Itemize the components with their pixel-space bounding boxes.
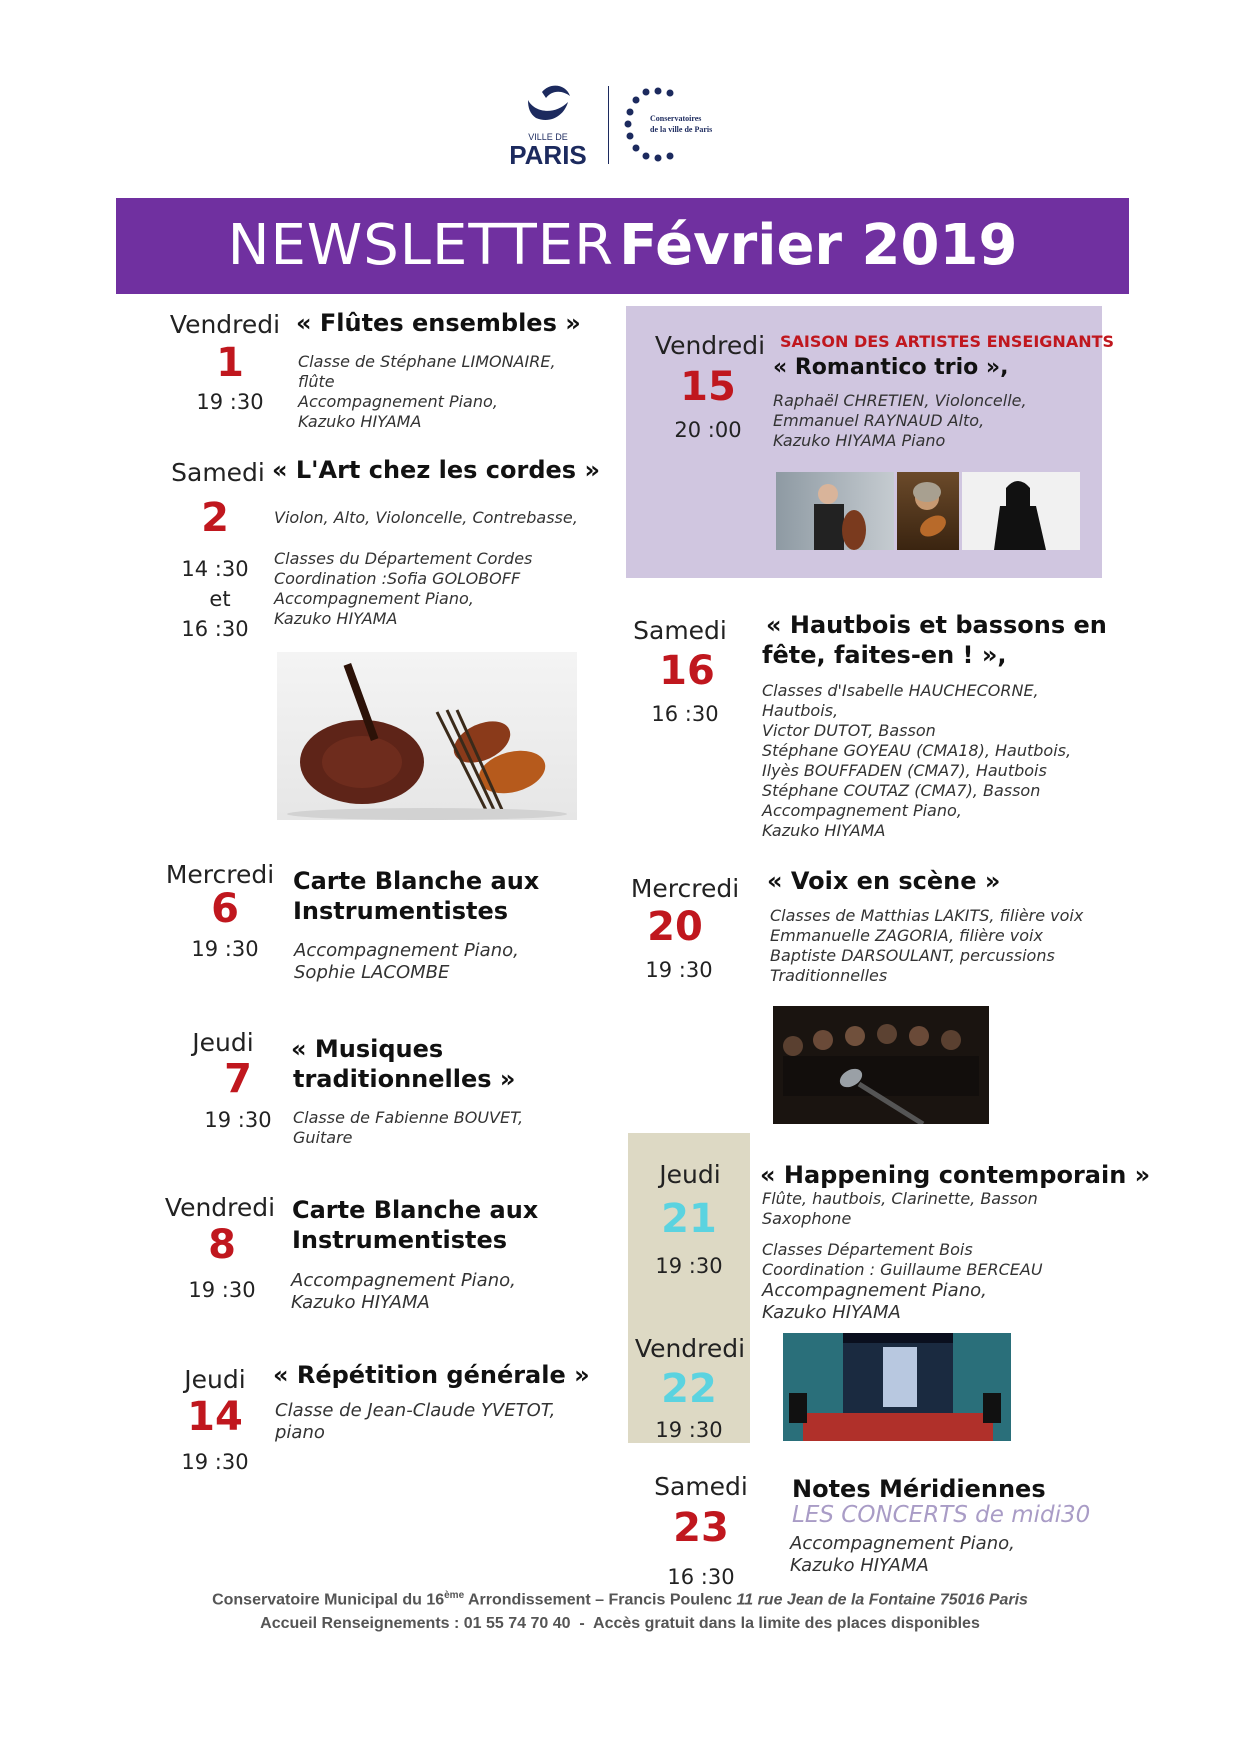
event-6-title-1: Carte Blanche aux	[293, 867, 540, 895]
event-15-day: Vendredi	[654, 331, 766, 360]
event-8-date: 8	[208, 1222, 236, 1268]
event-16-details	[762, 681, 1071, 841]
event-8-details	[291, 1270, 516, 1314]
event-21-day: Jeudi	[659, 1160, 721, 1189]
detail-line: Stéphane GOYEAU (CMA18), Hautbois,	[762, 741, 1072, 760]
violist-photo	[897, 472, 959, 550]
paris-boat-icon	[520, 82, 580, 130]
event-14-title: « Répétition générale »	[273, 1361, 590, 1389]
footer-conservatoire: Conservatoire Municipal du 16	[212, 1591, 445, 1609]
event-15-details	[773, 391, 1027, 451]
detail-line: Accompagnement Piano,	[762, 801, 962, 820]
detail-line: Kazuko HIYAMA Piano	[773, 431, 946, 450]
event-15-date: 15	[680, 364, 736, 410]
cellist-photo	[776, 472, 894, 550]
event-6-date: 6	[211, 886, 239, 932]
detail-line: Classes de Matthias LAKITS, filière voix	[770, 906, 1084, 925]
event-6-time: 19 :30	[191, 937, 259, 961]
event-2-title: « L'Art chez les cordes »	[272, 456, 600, 484]
event-16-day: Samedi	[633, 616, 727, 645]
event-14-details	[275, 1400, 555, 1444]
detail-line: Kazuko HIYAMA	[762, 1302, 901, 1323]
detail-line: Flûte, hautbois, Clarinette, Basson	[762, 1189, 1038, 1208]
choir-microphone-photo	[773, 1006, 989, 1124]
detail-line: Emmanuelle ZAGORIA, filière voix	[770, 926, 1043, 945]
detail-line: Violon, Alto, Violoncelle, Contrebasse,	[274, 508, 578, 527]
footer-sup: ème	[444, 1590, 465, 1601]
detail-line: Accompagnement Piano,	[790, 1533, 1015, 1554]
conservatoires-label-1: Conservatoires	[650, 114, 702, 123]
event-1-date: 1	[216, 340, 244, 386]
conservatoires-label-2: de la ville de Paris	[650, 125, 713, 134]
event-15-time: 20 :00	[674, 418, 742, 442]
detail-line: Classe de Jean-Claude YVETOT,	[275, 1400, 556, 1421]
event-23-date: 23	[673, 1505, 729, 1551]
detail-line: Classes Département Bois	[762, 1240, 973, 1259]
event-16-title-2: fête, faites-en ! »,	[762, 641, 1007, 669]
detail-line: Accompagnement Piano,	[274, 589, 474, 608]
dots-ring-icon	[624, 86, 684, 162]
paris-label: PARIS	[509, 140, 587, 170]
event-23-day: Samedi	[654, 1472, 748, 1501]
event-6-title-2: Instrumentistes	[293, 897, 509, 925]
event-1-details	[298, 352, 556, 432]
event-22-time: 19 :30	[655, 1418, 723, 1442]
detail-line: Victor DUTOT, Basson	[762, 721, 936, 740]
event-16-date: 16	[659, 648, 715, 694]
event-21-details	[762, 1189, 1038, 1229]
event-2-date: 2	[201, 495, 229, 541]
event-8-title-2: Instrumentistes	[292, 1226, 508, 1254]
detail-line: Coordination : Guillaume BERCEAU	[762, 1260, 1043, 1279]
event-7-title-2: traditionnelles »	[293, 1065, 516, 1093]
violin-cello-illustration	[277, 652, 577, 820]
detail-line: Accompagnement Piano,	[291, 1270, 516, 1291]
event-6-details	[294, 940, 519, 984]
detail-line: Kazuko HIYAMA	[274, 609, 398, 628]
detail-line: Kazuko HIYAMA	[790, 1555, 929, 1576]
logo-divider	[608, 86, 609, 164]
event-14-time: 19 :30	[181, 1450, 249, 1474]
detail-line: Hautbois,	[762, 701, 839, 720]
event-14-date: 14	[187, 1394, 243, 1440]
event-1-time: 19 :30	[196, 390, 264, 414]
detail-line: Kazuko HIYAMA	[762, 821, 886, 840]
event-2-details	[274, 549, 532, 629]
conservatoires-logo	[624, 86, 744, 162]
event-21-more-details	[762, 1240, 1043, 1324]
detail-line: Sophie LACOMBE	[294, 962, 450, 983]
event-20-details	[770, 906, 1083, 986]
event-15-title: « Romantico trio »,	[773, 355, 1009, 380]
event-20-title: « Voix en scène »	[767, 867, 1001, 895]
detail-line: Coordination :Sofia GOLOBOFF	[274, 569, 521, 588]
event-16-title-1: « Hautbois et bassons en	[766, 611, 1107, 639]
event-23-details	[790, 1533, 1015, 1577]
footer-street: 11 rue Jean de la Fontaine 75016 Paris	[736, 1591, 1028, 1609]
detail-line: Classe de Fabienne BOUVET,	[293, 1108, 524, 1127]
event-7-title-1: « Musiques	[291, 1035, 444, 1063]
detail-line: Accompagnement Piano,	[762, 1280, 987, 1301]
event-16-time: 16 :30	[651, 702, 719, 726]
event-23-title: Notes Méridiennes	[792, 1475, 1046, 1503]
event-23-time: 16 :30	[667, 1565, 735, 1589]
event-2-time-2: 16 :30	[181, 617, 249, 641]
detail-line: Classe de Stéphane LIMONAIRE,	[298, 352, 556, 371]
detail-line: piano	[275, 1422, 325, 1443]
detail-line: Classes du Département Cordes	[274, 549, 533, 568]
detail-line: Raphaël CHRETIEN, Violoncelle,	[773, 391, 1027, 410]
footer-address	[0, 1590, 1240, 1609]
ville-de-paris-logo	[498, 82, 598, 170]
detail-line: Classes d'Isabelle HAUCHECORNE,	[762, 681, 1039, 700]
banner-month: Février 2019	[619, 213, 1018, 278]
event-22-date: 22	[661, 1366, 717, 1412]
detail-line: flûte	[298, 372, 335, 391]
event-8-title-1: Carte Blanche aux	[292, 1196, 539, 1224]
detail-line: Stéphane COUTAZ (CMA7), Basson	[762, 781, 1041, 800]
detail-line: Kazuko HIYAMA	[298, 412, 422, 431]
event-22-day: Vendredi	[634, 1334, 746, 1363]
event-20-day: Mercredi	[630, 874, 740, 903]
event-2-et: et	[209, 587, 231, 611]
event-14-day: Jeudi	[184, 1365, 246, 1394]
footer-contact: Accueil Renseignements : 01 55 74 70 40 - Accès gratuit dans la limite des places disponibles	[260, 1615, 980, 1632]
event-7-details	[293, 1108, 523, 1148]
detail-line: Kazuko HIYAMA	[291, 1292, 430, 1313]
detail-line: Guitare	[293, 1128, 353, 1147]
detail-line: Ilyès BOUFFADEN (CMA7), Hautbois	[762, 761, 1047, 780]
event-23-subtitle: LES CONCERTS de midi30	[792, 1502, 1091, 1528]
event-21-time: 19 :30	[655, 1254, 723, 1278]
event-7-time: 19 :30	[204, 1108, 272, 1132]
event-8-time: 19 :30	[188, 1278, 256, 1302]
detail-line: Baptiste DARSOULANT, percussions	[770, 946, 1055, 965]
event-8-day: Vendredi	[164, 1193, 276, 1222]
contemporary-stage-photo	[783, 1333, 1011, 1441]
event-2-time-1: 14 :30	[181, 557, 249, 581]
event-2-day: Samedi	[171, 458, 265, 487]
event-1-day: Vendredi	[169, 310, 281, 339]
event-6-day: Mercredi	[165, 860, 275, 889]
event-7-date: 7	[224, 1056, 252, 1102]
strings-instruments-photo	[277, 652, 577, 820]
ville-de-label: VILLE DE	[528, 132, 568, 142]
pianist-photo	[962, 472, 1080, 550]
footer-arrondissement: Arrondissement – Francis Poulenc	[464, 1591, 737, 1609]
detail-line: Accompagnement Piano,	[298, 392, 498, 411]
detail-line: Emmanuel RAYNAUD Alto,	[773, 411, 985, 430]
event-15-tag: SAISON DES ARTISTES ENSEIGNANTS	[780, 332, 1115, 351]
event-20-date: 20	[647, 904, 703, 950]
event-20-time: 19 :30	[645, 958, 713, 982]
detail-line: Traditionnelles	[770, 966, 888, 985]
event-7-day: Jeudi	[192, 1028, 254, 1057]
event-1-title: « Flûtes ensembles »	[296, 309, 581, 337]
event-21-date: 21	[661, 1196, 717, 1242]
event-21-title: « Happening contemporain »	[760, 1161, 1151, 1189]
banner-title	[116, 198, 1129, 294]
detail-line: Saxophone	[762, 1209, 852, 1228]
detail-line: Accompagnement Piano,	[294, 940, 519, 961]
banner-prefix: NEWSLETTER	[227, 213, 615, 278]
